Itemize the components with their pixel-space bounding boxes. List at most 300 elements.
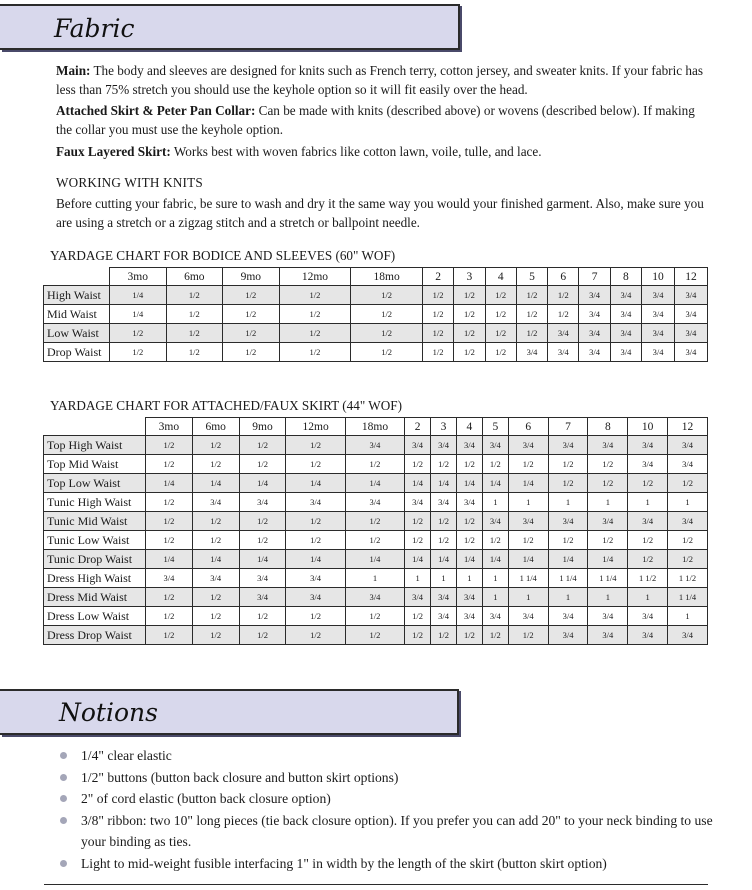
skirt-yardage-cell: 3/4 [482, 512, 508, 531]
skirt-yardage-cell: 1/2 [405, 531, 431, 550]
bodice-yardage-cell: 1/2 [485, 343, 516, 362]
skirt-chart-title: YARDAGE CHART FOR ATTACHED/FAUX SKIRT (44" WOF) [50, 398, 402, 413]
skirt-yardage-cell: 3/4 [588, 512, 628, 531]
skirt-yardage-cell: 1/2 [548, 474, 588, 493]
skirt-yardage-cell: 1/4 [345, 550, 404, 569]
skirt-yardage-cell: 3/4 [668, 512, 708, 531]
bodice-yardage-cell: 1/2 [279, 343, 351, 362]
skirt-yardage-cell: 3/4 [628, 455, 668, 474]
bodice-yardage-cell: 1/2 [110, 343, 167, 362]
bodice-yardage-cell: 3/4 [610, 343, 641, 362]
bodice-row-label: High Waist [44, 286, 110, 305]
skirt-yardage-cell: 3/4 [239, 588, 286, 607]
skirt-yardage-cell: 1/4 [508, 474, 548, 493]
bodice-size-header: 2 [422, 268, 453, 286]
skirt-yardage-cell: 1 [482, 588, 508, 607]
skirt-yardage-cell: 1/2 [345, 607, 404, 626]
bodice-yardage-cell: 1/2 [223, 343, 280, 362]
skirt-yardage-cell: 1/2 [456, 512, 482, 531]
bodice-size-header: 6mo [166, 268, 223, 286]
skirt-size-header: 7 [548, 418, 588, 436]
skirt-yardage-cell: 3/4 [431, 607, 457, 626]
skirt-yardage-cell: 1/2 [456, 531, 482, 550]
skirt-yardage-cell: 3/4 [482, 436, 508, 455]
skirt-size-header: 6mo [192, 418, 239, 436]
skirt-yardage-cell: 1/2 [146, 588, 193, 607]
skirt-yardage-cell: 1/2 [286, 531, 345, 550]
table-row [44, 286, 708, 305]
notion-text: 1/2" buttons (button back closure and button skirt options) [81, 769, 399, 785]
skirt-yardage-cell: 1/2 [192, 626, 239, 645]
skirt-yardage-cell: 1 [456, 569, 482, 588]
working-with-knits-heading: WORKING WITH KNITS [56, 175, 203, 190]
bodice-yardage-cell: 3/4 [674, 286, 707, 305]
skirt-yardage-cell: 1/2 [286, 512, 345, 531]
skirt-yardage-cell: 1 1/4 [588, 569, 628, 588]
skirt-yardage-cell: 3/4 [482, 607, 508, 626]
skirt-yardage-cell: 1/2 [345, 626, 404, 645]
bodice-yardage-cell: 1/2 [351, 324, 423, 343]
skirt-yardage-cell: 1 1/2 [668, 569, 708, 588]
bodice-yardage-cell: 1/2 [548, 305, 579, 324]
list-item [60, 767, 720, 789]
table-row [44, 305, 708, 324]
skirt-yardage-cell: 1/2 [548, 455, 588, 474]
bodice-yardage-cell: 3/4 [610, 305, 641, 324]
bodice-yardage-cell: 1/2 [223, 324, 280, 343]
bodice-size-header: 12 [674, 268, 707, 286]
skirt-yardage-cell: 1 [508, 588, 548, 607]
skirt-yardage-cell: 1/2 [239, 455, 286, 474]
notions-section-banner [0, 689, 459, 735]
skirt-yardage-cell: 1 1/4 [668, 588, 708, 607]
main-label: Main: [56, 63, 91, 78]
skirt-yardage-cell: 1/4 [405, 550, 431, 569]
bodice-yardage-cell: 1/2 [351, 305, 423, 324]
bullet-icon [60, 860, 67, 867]
skirt-size-header: 10 [628, 418, 668, 436]
bodice-yardage-cell: 1/2 [485, 305, 516, 324]
skirt-yardage-cell: 1/2 [239, 436, 286, 455]
list-item [60, 810, 720, 853]
skirt-size-header: 6 [508, 418, 548, 436]
bodice-size-header: 9mo [223, 268, 280, 286]
bodice-yardage-cell: 3/4 [548, 324, 579, 343]
bodice-yardage-cell: 1/2 [516, 305, 547, 324]
bodice-yardage-cell: 1/2 [548, 286, 579, 305]
skirt-yardage-cell: 1/2 [588, 531, 628, 550]
skirt-yardage-cell: 1/4 [456, 550, 482, 569]
skirt-row-label: Dress Mid Waist [44, 588, 146, 607]
table-row [44, 512, 708, 531]
bodice-yardage-cell: 1/2 [279, 286, 351, 305]
table-row [44, 550, 708, 569]
table-row [44, 607, 708, 626]
bodice-yardage-cell: 1/2 [516, 324, 547, 343]
skirt-yardage-cell: 3/4 [628, 512, 668, 531]
bullet-icon [60, 774, 67, 781]
skirt-size-header: 8 [588, 418, 628, 436]
skirt-yardage-cell: 3/4 [192, 569, 239, 588]
skirt-yardage-cell: 3/4 [548, 436, 588, 455]
bodice-yardage-cell: 3/4 [674, 305, 707, 324]
skirt-yardage-cell: 1/2 [482, 626, 508, 645]
attached-skirt-text: Can be made with knits (described above) or wovens (described below). If making the collar you must use the keyhole option. [56, 103, 695, 137]
skirt-yardage-cell: 3/4 [431, 436, 457, 455]
skirt-yardage-cell: 3/4 [456, 436, 482, 455]
bodice-size-header: 10 [642, 268, 675, 286]
bodice-yardage-cell: 1/2 [422, 305, 453, 324]
skirt-yardage-cell: 1/2 [345, 531, 404, 550]
skirt-yardage-cell: 3/4 [345, 436, 404, 455]
attached-skirt-label: Attached Skirt & Peter Pan Collar: [56, 103, 256, 118]
skirt-yardage-cell: 1/2 [668, 531, 708, 550]
skirt-row-label: Dress High Waist [44, 569, 146, 588]
skirt-yardage-cell: 1/2 [482, 455, 508, 474]
skirt-size-header: 18mo [345, 418, 404, 436]
bodice-yardage-cell: 3/4 [548, 343, 579, 362]
skirt-yardage-cell: 1 1/4 [548, 569, 588, 588]
skirt-yardage-cell: 3/4 [146, 569, 193, 588]
skirt-corner-cell [44, 418, 146, 436]
skirt-size-header: 2 [405, 418, 431, 436]
bodice-size-header: 18mo [351, 268, 423, 286]
skirt-yardage-cell: 3/4 [405, 588, 431, 607]
skirt-yardage-cell: 1 [548, 588, 588, 607]
table-row [44, 324, 708, 343]
bodice-corner-cell [44, 268, 110, 286]
skirt-row-label: Top High Waist [44, 436, 146, 455]
skirt-yardage-cell: 3/4 [431, 493, 457, 512]
skirt-yardage-cell: 1/2 [628, 531, 668, 550]
skirt-yardage-cell: 1/2 [456, 626, 482, 645]
skirt-yardage-cell: 3/4 [239, 493, 286, 512]
skirt-yardage-cell: 3/4 [548, 607, 588, 626]
bodice-size-header: 3 [454, 268, 485, 286]
skirt-yardage-cell: 1 [431, 569, 457, 588]
skirt-yardage-cell: 1/4 [192, 550, 239, 569]
bodice-size-header: 8 [610, 268, 641, 286]
skirt-yardage-cell: 1/2 [192, 512, 239, 531]
skirt-yardage-cell: 1/2 [192, 588, 239, 607]
bodice-yardage-cell: 1/2 [351, 343, 423, 362]
skirt-yardage-cell: 1/4 [239, 550, 286, 569]
bodice-yardage-cell: 3/4 [674, 343, 707, 362]
notions-list [60, 745, 720, 874]
skirt-yardage-cell: 3/4 [548, 512, 588, 531]
skirt-yardage-cell: 1/4 [431, 550, 457, 569]
bodice-yardage-cell: 1/2 [279, 324, 351, 343]
bodice-yardage-cell: 3/4 [642, 343, 675, 362]
skirt-yardage-cell: 1/2 [286, 436, 345, 455]
skirt-yardage-cell: 1/2 [456, 455, 482, 474]
skirt-yardage-cell: 1/2 [146, 436, 193, 455]
skirt-yardage-cell: 1/4 [146, 474, 193, 493]
bodice-yardage-cell: 1/2 [454, 305, 485, 324]
bodice-row-label: Low Waist [44, 324, 110, 343]
skirt-yardage-cell: 1/2 [239, 512, 286, 531]
bodice-yardage-cell: 1/4 [110, 305, 167, 324]
bodice-yardage-cell: 3/4 [610, 286, 641, 305]
skirt-yardage-cell: 1/2 [405, 512, 431, 531]
skirt-yardage-cell: 1 [405, 569, 431, 588]
skirt-yardage-cell: 1/2 [668, 550, 708, 569]
skirt-yardage-cell: 1/4 [286, 474, 345, 493]
skirt-yardage-cell: 1/2 [146, 493, 193, 512]
working-with-knits-text: Before cutting your fabric, be sure to wash and dry it the same way you would your finished garment. Also, make sure you are using a stretch or a zigzag stitch and a stretch or ballpoint needle. [56, 196, 704, 230]
skirt-yardage-cell: 3/4 [668, 436, 708, 455]
skirt-yardage-cell: 1/2 [431, 512, 457, 531]
bodice-yardage-cell: 3/4 [610, 324, 641, 343]
skirt-yardage-cell: 1/2 [192, 607, 239, 626]
notions-title: Notions [59, 698, 158, 727]
skirt-yardage-cell: 1/2 [548, 531, 588, 550]
skirt-yardage-cell: 1 1/2 [628, 569, 668, 588]
bodice-yardage-cell: 1/2 [485, 286, 516, 305]
faux-skirt-text: Works best with woven fabrics like cotton lawn, voile, tulle, and lace. [170, 144, 542, 159]
skirt-yardage-cell: 1/4 [508, 550, 548, 569]
skirt-yardage-cell: 3/4 [286, 569, 345, 588]
skirt-yardage-cell: 3/4 [588, 607, 628, 626]
bodice-yardage-cell: 1/2 [223, 305, 280, 324]
skirt-yardage-cell: 1 1/4 [508, 569, 548, 588]
bullet-icon [60, 795, 67, 802]
bodice-size-header: 6 [548, 268, 579, 286]
bodice-yardage-cell: 3/4 [579, 343, 610, 362]
bodice-yardage-cell: 1/2 [422, 343, 453, 362]
skirt-yardage-cell: 3/4 [431, 588, 457, 607]
bodice-yardage-cell: 1/2 [166, 286, 223, 305]
notion-text: 2" of cord elastic (button back closure option) [81, 791, 331, 806]
skirt-yardage-cell: 3/4 [192, 493, 239, 512]
skirt-size-header: 3mo [146, 418, 193, 436]
bodice-yardage-cell: 3/4 [516, 343, 547, 362]
skirt-yardage-cell: 1 [668, 607, 708, 626]
bodice-size-header: 5 [516, 268, 547, 286]
skirt-size-header: 12mo [286, 418, 345, 436]
bodice-yardage-cell: 1/2 [422, 286, 453, 305]
fabric-section-banner [0, 4, 460, 50]
table-row [44, 455, 708, 474]
bodice-yardage-cell: 1/2 [223, 286, 280, 305]
skirt-yardage-cell: 1 [482, 493, 508, 512]
skirt-yardage-cell: 3/4 [668, 455, 708, 474]
bodice-yardage-cell: 1/2 [110, 324, 167, 343]
skirt-yardage-cell: 3/4 [286, 588, 345, 607]
list-item [60, 788, 720, 810]
attached-skirt-paragraph [56, 101, 712, 139]
skirt-row-label: Tunic High Waist [44, 493, 146, 512]
skirt-yardage-cell: 1/2 [192, 455, 239, 474]
skirt-yardage-cell: 1 [628, 493, 668, 512]
skirt-yardage-cell: 1/2 [508, 531, 548, 550]
bodice-size-header: 3mo [110, 268, 167, 286]
main-fabric-paragraph [56, 61, 712, 99]
skirt-yardage-cell: 1/2 [146, 607, 193, 626]
skirt-yardage-cell: 3/4 [508, 436, 548, 455]
skirt-yardage-cell: 1/2 [628, 550, 668, 569]
footer-divider [44, 884, 708, 885]
skirt-row-label: Top Low Waist [44, 474, 146, 493]
skirt-yardage-cell: 3/4 [548, 626, 588, 645]
skirt-yardage-cell: 3/4 [628, 626, 668, 645]
skirt-yardage-cell: 1/2 [628, 474, 668, 493]
skirt-yardage-cell: 1 [345, 569, 404, 588]
skirt-yardage-cell: 1/2 [286, 455, 345, 474]
bodice-chart-title: YARDAGE CHART FOR BODICE AND SLEEVES (60" WOF) [50, 248, 396, 263]
skirt-size-header: 5 [482, 418, 508, 436]
skirt-yardage-cell: 1 [588, 588, 628, 607]
bodice-row-label: Mid Waist [44, 305, 110, 324]
fabric-title: Fabric [54, 14, 135, 43]
skirt-yardage-cell: 1/2 [588, 455, 628, 474]
skirt-yardage-cell: 3/4 [456, 493, 482, 512]
skirt-yardage-cell: 1 [668, 493, 708, 512]
skirt-yardage-cell: 1/2 [431, 531, 457, 550]
bullet-icon [60, 752, 67, 759]
skirt-yardage-cell: 1/4 [482, 474, 508, 493]
skirt-yardage-cell: 3/4 [588, 436, 628, 455]
skirt-yardage-cell: 1/2 [192, 436, 239, 455]
skirt-yardage-cell: 1/4 [192, 474, 239, 493]
skirt-yardage-cell: 1/2 [146, 455, 193, 474]
skirt-yardage-cell: 3/4 [405, 436, 431, 455]
skirt-row-label: Tunic Low Waist [44, 531, 146, 550]
table-row [44, 493, 708, 512]
skirt-yardage-cell: 1/2 [405, 455, 431, 474]
bodice-size-header: 12mo [279, 268, 351, 286]
skirt-header-row [44, 418, 708, 436]
faux-skirt-paragraph [56, 142, 712, 161]
skirt-yardage-cell: 3/4 [668, 626, 708, 645]
skirt-size-header: 3 [431, 418, 457, 436]
faux-skirt-label: Faux Layered Skirt: [56, 144, 171, 159]
table-row [44, 569, 708, 588]
skirt-size-header: 12 [668, 418, 708, 436]
bullet-icon [60, 817, 67, 824]
skirt-yardage-cell: 1 [508, 493, 548, 512]
bodice-yardage-cell: 3/4 [579, 324, 610, 343]
skirt-yardage-cell: 1/4 [345, 474, 404, 493]
bodice-yardage-cell: 1/2 [516, 286, 547, 305]
skirt-yardage-cell: 1/2 [345, 455, 404, 474]
skirt-yardage-cell: 1/2 [482, 531, 508, 550]
skirt-yardage-cell: 1 [548, 493, 588, 512]
skirt-yardage-cell: 3/4 [239, 569, 286, 588]
skirt-yardage-cell: 3/4 [345, 588, 404, 607]
skirt-yardage-cell: 1/4 [482, 550, 508, 569]
notion-text: Light to mid-weight fusible interfacing 1" in width by the length of the skirt (button skirt option) [81, 855, 607, 871]
bodice-yardage-cell: 1/2 [454, 343, 485, 362]
skirt-yardage-cell: 1 [482, 569, 508, 588]
bodice-yardage-cell: 3/4 [642, 286, 675, 305]
skirt-yardage-cell: 3/4 [508, 607, 548, 626]
skirt-yardage-cell: 3/4 [456, 588, 482, 607]
bodice-size-header: 4 [485, 268, 516, 286]
bodice-yardage-cell: 1/2 [454, 286, 485, 305]
skirt-yardage-cell: 3/4 [628, 607, 668, 626]
bodice-yardage-cell: 1/2 [166, 324, 223, 343]
skirt-yardage-cell: 1/2 [146, 626, 193, 645]
skirt-yardage-cell: 3/4 [628, 436, 668, 455]
bodice-yardage-table [43, 267, 708, 362]
skirt-yardage-cell: 1/2 [146, 531, 193, 550]
bodice-yardage-cell: 3/4 [642, 305, 675, 324]
skirt-yardage-cell: 1/2 [668, 474, 708, 493]
skirt-yardage-cell: 1/2 [405, 626, 431, 645]
skirt-row-label: Dress Drop Waist [44, 626, 146, 645]
skirt-yardage-cell: 1/2 [588, 474, 628, 493]
skirt-yardage-cell: 1/2 [431, 626, 457, 645]
bodice-yardage-cell: 1/2 [454, 324, 485, 343]
skirt-yardage-cell: 1/2 [508, 455, 548, 474]
skirt-yardage-cell: 1/2 [286, 607, 345, 626]
bodice-yardage-cell: 1/4 [110, 286, 167, 305]
table-row [44, 436, 708, 455]
bodice-header-row [44, 268, 708, 286]
skirt-yardage-cell: 1/2 [239, 626, 286, 645]
skirt-yardage-cell: 3/4 [345, 493, 404, 512]
table-row [44, 588, 708, 607]
skirt-yardage-cell: 3/4 [456, 607, 482, 626]
skirt-row-label: Tunic Mid Waist [44, 512, 146, 531]
bodice-yardage-cell: 3/4 [579, 286, 610, 305]
skirt-yardage-cell: 1/2 [146, 512, 193, 531]
skirt-yardage-cell: 1/4 [548, 550, 588, 569]
skirt-yardage-cell: 1/2 [345, 512, 404, 531]
skirt-yardage-cell: 1/4 [146, 550, 193, 569]
skirt-yardage-cell: 1/2 [431, 455, 457, 474]
skirt-size-header: 9mo [239, 418, 286, 436]
skirt-yardage-cell: 1 [588, 493, 628, 512]
table-row [44, 474, 708, 493]
bodice-yardage-cell: 1/2 [279, 305, 351, 324]
skirt-yardage-cell: 1/2 [192, 531, 239, 550]
notion-text: 3/8" ribbon: two 10" long pieces (tie back closure option). If you prefer you can add 20" to your neck binding to use your binding as ties. [81, 812, 713, 849]
bodice-yardage-cell: 1/2 [351, 286, 423, 305]
skirt-yardage-cell: 3/4 [508, 512, 548, 531]
bodice-yardage-cell: 1/2 [485, 324, 516, 343]
skirt-yardage-cell: 1/4 [405, 474, 431, 493]
bodice-yardage-cell: 1/2 [422, 324, 453, 343]
skirt-yardage-cell: 1/4 [456, 474, 482, 493]
skirt-yardage-cell: 1/4 [588, 550, 628, 569]
bodice-yardage-cell: 1/2 [166, 305, 223, 324]
skirt-yardage-cell: 1/2 [508, 626, 548, 645]
skirt-yardage-cell: 1/2 [239, 607, 286, 626]
bodice-row-label: Drop Waist [44, 343, 110, 362]
skirt-yardage-cell: 3/4 [286, 493, 345, 512]
skirt-row-label: Top Mid Waist [44, 455, 146, 474]
bodice-yardage-cell: 3/4 [642, 324, 675, 343]
table-row [44, 531, 708, 550]
skirt-row-label: Dress Low Waist [44, 607, 146, 626]
skirt-yardage-cell: 1/4 [431, 474, 457, 493]
skirt-yardage-cell: 1/4 [239, 474, 286, 493]
skirt-yardage-table [43, 417, 708, 645]
table-row [44, 626, 708, 645]
skirt-yardage-cell: 1/4 [286, 550, 345, 569]
skirt-size-header: 4 [456, 418, 482, 436]
skirt-yardage-cell: 1/2 [405, 607, 431, 626]
skirt-yardage-cell: 1/2 [286, 626, 345, 645]
bodice-yardage-cell: 1/2 [166, 343, 223, 362]
bodice-size-header: 7 [579, 268, 610, 286]
table-row [44, 343, 708, 362]
bodice-yardage-cell: 3/4 [674, 324, 707, 343]
notion-text: 1/4" clear elastic [81, 748, 172, 763]
list-item [60, 745, 720, 767]
